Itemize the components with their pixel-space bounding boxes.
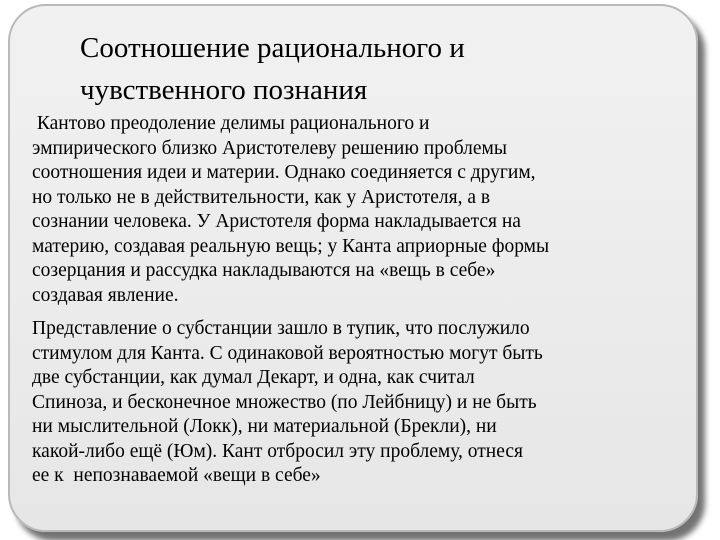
paragraph-kant-dualism xyxy=(32,112,682,308)
slide-body xyxy=(32,112,682,489)
text-line: Спиноза, и бесконечное множество (по Лейбницу) и не быть xyxy=(32,391,537,413)
text-line: эмпирического близко Аристотелеву решению проблемы xyxy=(32,137,507,159)
text-line: созерцания и рассудка накладываются на «вещь в себе» xyxy=(32,260,496,281)
text-line: но только не в действительности, как у Аристотеля, а в xyxy=(32,186,491,208)
title-line: чувственного познания xyxy=(80,74,368,106)
text-line: ни мыслительной (Локк), ни материальной (Брекли), ни xyxy=(32,416,497,437)
text-line: две субстанции, как думал Декарт, и одна, как считал xyxy=(32,367,475,388)
text-line: Кантово преодоление делимы рационального и xyxy=(32,113,430,134)
slide-title xyxy=(80,27,640,111)
title-line: Соотношение рационального и xyxy=(80,32,465,64)
text-line: материю, создавая реальную вещь; у Канта априорные формы xyxy=(32,235,550,257)
text-line: ее к непознаваемой «вещи в себе» xyxy=(32,465,321,486)
text-line: стимулом для Канта. С одинаковой вероятностью могут быть xyxy=(32,342,543,364)
text-line: соотношения идеи и материи. Однако соединяется с другим, xyxy=(32,162,536,183)
paragraph-substance xyxy=(32,317,682,489)
text-line: сознании человека. У Аристотеля форма накладывается на xyxy=(32,211,521,232)
text-line: Представление о субстанции зашло в тупик, что послужило xyxy=(32,318,530,339)
text-line: создавая явление. xyxy=(32,284,179,306)
text-line: какой-либо ещё (Юм). Кант отбросил эту проблему, отнеся xyxy=(32,440,524,462)
